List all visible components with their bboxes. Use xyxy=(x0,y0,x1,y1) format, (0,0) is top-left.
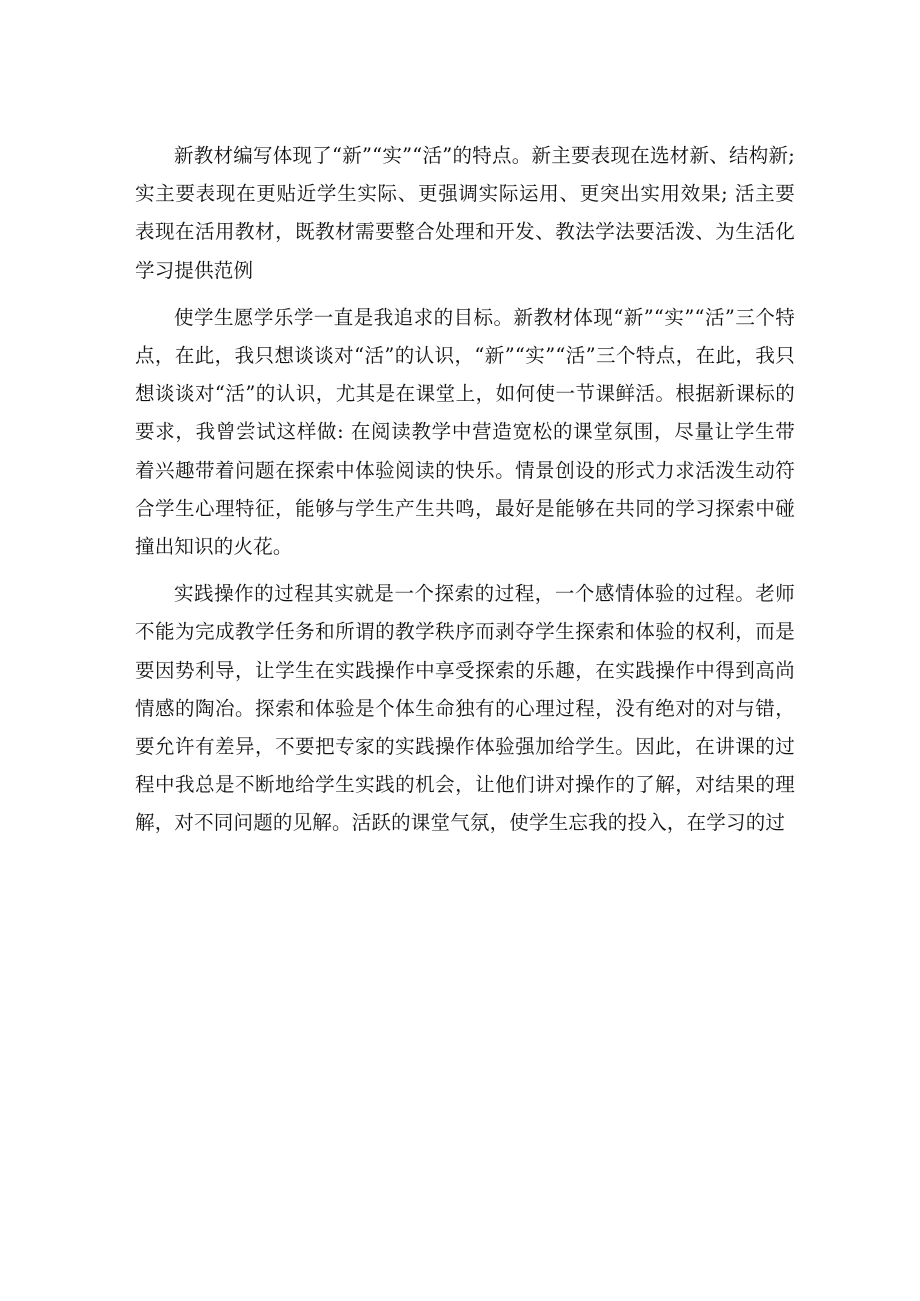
paragraph-1: 新教材编写体现了“新”“实”“活”的特点。新主要表现在选材新、结构新; 实主要表现在更贴近学生实际、更强调实际运用、更突出实用效果; 活主要表现在活用教材，既教材需要整合处理和开发、教法学法要活泼、为生活化学习提供范例 xyxy=(135,144,795,282)
document-body xyxy=(135,137,795,843)
paragraph-2: 使学生愿学乐学一直是我追求的目标。新教材体现“新”“实”“活”三个特点，在此，我只想谈谈对“活”的认识，“新”“实”“活”三个特点，在此，我只想谈谈对“活”的认识，尤其是在课堂上，如何使一节课鲜活。根据新课标的要求，我曾尝试这样做: 在阅读教学中营造宽松的课堂氛围，尽量让学生带着兴趣带着问题在探索中体验阅读的快乐。情景创设的形式力求活泼生动符合学生心理特征，能够与学生产生共鸣，最好是能够在共同的学习探索中碰撞出知识的火花。 xyxy=(135,305,795,559)
paragraph-3: 实践操作的过程其实就是一个探索的过程，一个感情体验的过程。老师不能为完成教学任务和所谓的教学秩序而剥夺学生探索和体验的权利，而是要因势利导，让学生在实践操作中享受探索的乐趣，在实践操作中得到高尚情感的陶冶。探索和体验是个体生命独有的心理过程，没有绝对的对与错，要允许有差异，不要把专家的实践操作体验强加给学生。因此，在讲课的过程中我总是不断地给学生实践的机会，让他们讲对操作的了解，对结果的理解，对不同问题的见解。活跃的课堂气氛，使学生忘我的投入，在学习的过 xyxy=(135,582,795,835)
